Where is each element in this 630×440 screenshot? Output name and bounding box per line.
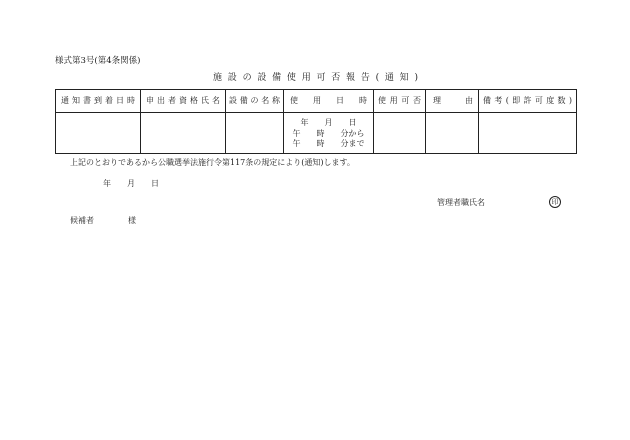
glyph: 出 [157,96,165,105]
header-label [426,97,478,105]
glyph: 許 [523,96,532,105]
glyph: 施 [213,73,223,83]
glyph: 告 [360,73,370,83]
glyph: 可 [316,73,326,83]
glyph: 否 [412,96,421,105]
report-table [55,89,577,154]
header-remarks [479,90,577,113]
seal-icon: 印 [549,196,561,208]
header-facility-name [226,90,284,113]
glyph: 設 [227,73,237,83]
header-usage-datetime [284,90,374,113]
header-usage-permission [374,90,426,113]
addressee-label: 候補者 [70,216,94,225]
glyph: 知 [399,73,409,83]
header-label [141,97,225,105]
header-label [374,97,425,105]
header-label [226,97,283,105]
glyph: 設 [257,73,267,83]
glyph: ( [375,73,380,83]
glyph: 備 [483,96,491,105]
glyph: 日 [336,96,344,105]
glyph: 名 [212,96,220,105]
glyph: 度 [546,96,555,105]
document-title [213,74,418,83]
glyph: 用 [301,73,311,83]
glyph: 報 [346,73,356,83]
glyph: 備 [272,73,282,83]
header-notice-arrival-datetime [56,90,141,113]
glyph: 時 [359,96,367,105]
glyph: 書 [83,96,91,105]
usage-date: 年 月 日 [300,118,357,127]
glyph: 資 [179,96,187,105]
glyph: 可 [534,96,543,105]
cell-usage-permission [374,113,426,154]
glyph: 通 [61,96,69,105]
manager-name-label: 管理者職氏名 [437,198,485,207]
glyph: 到 [94,96,102,105]
glyph: 設 [229,96,237,105]
header-label [284,97,373,105]
glyph: 用 [313,96,321,105]
cell-remarks [479,113,577,154]
glyph: の [250,96,259,105]
glyph: 使 [286,73,296,83]
header-applicant-qualification-name [141,90,226,113]
glyph: 時 [127,96,135,105]
glyph: 即 [512,96,521,105]
header-label [56,97,140,105]
glyph: 申 [146,96,154,105]
glyph: 理 [433,96,441,105]
glyph: 知 [72,96,80,105]
glyph: 称 [272,96,280,105]
glyph: ) [414,73,418,83]
table-header-row [56,90,577,113]
glyph: 通 [384,73,394,83]
usage-time-to: 午 時 分まで [292,139,365,148]
form-number: 様式第3号(第4条関係) [55,56,141,66]
glyph: ) [568,96,572,105]
glyph: 否 [331,73,341,83]
glyph: 名 [261,96,270,105]
header-reason [426,90,479,113]
glyph: 者 [168,96,176,105]
usage-time-from: 午 時 分から [292,128,365,138]
glyph: 考 [494,96,503,105]
glyph: 数 [557,96,566,105]
glyph: 備 [239,96,248,105]
statement-text: 上記のとおりであるから公職選挙法施行令第117条の規定により(通知)します。 [70,158,355,167]
issue-date: 年 月 日 [103,179,159,188]
glyph: 格 [190,96,198,105]
table-row [56,113,577,154]
header-label [479,97,576,105]
glyph: 着 [105,96,113,105]
cell-reason [426,113,479,154]
cell-notice-arrival-datetime [56,113,141,154]
glyph: 日 [116,96,124,105]
glyph: 由 [465,96,473,105]
glyph: の [242,73,252,83]
cell-applicant-qualification-name [141,113,226,154]
cell-facility-name [226,113,284,154]
glyph: 氏 [201,96,209,105]
glyph: 可 [401,96,410,105]
glyph: 使 [378,96,386,105]
glyph: 用 [389,96,398,105]
glyph: ( [505,96,509,105]
glyph: 使 [290,96,298,105]
addressee-honorific: 様 [128,216,136,225]
usage-datetime-lines [284,113,373,150]
cell-usage-datetime [284,113,374,154]
